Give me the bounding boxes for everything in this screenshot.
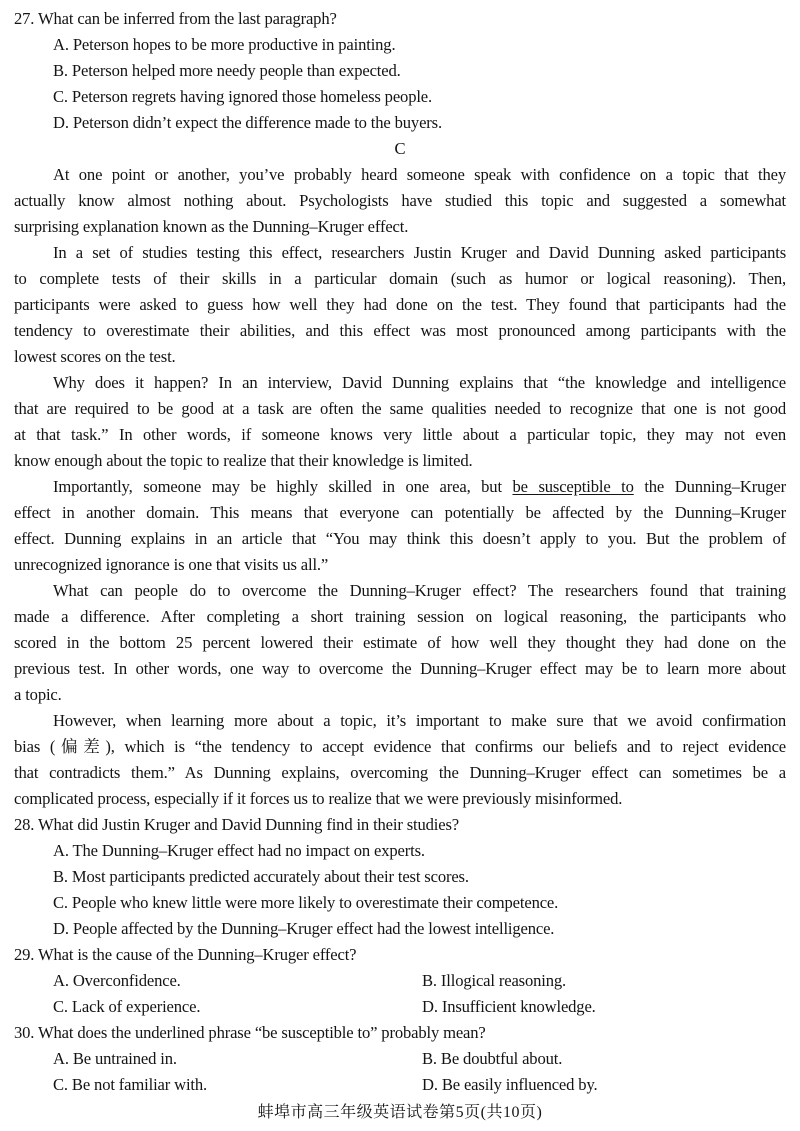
passage-line: complicated process, especially if it forces us to realize that we were previously misinformed. (14, 789, 623, 808)
underlined-phrase: be susceptible to (512, 477, 634, 496)
passage-line: However, when learning more about a topic, it’s important to make sure that we avoid confirmation (53, 711, 786, 730)
question-30-option-d: D. Be easily influenced by. (422, 1075, 598, 1094)
passage-line: unrecognized ignorance is one that visits us all.” (14, 555, 329, 574)
passage-line: At one point or another, you’ve probably heard someone speak with confidence on a topic that they (53, 165, 786, 184)
question-28-option-a: A. The Dunning–Kruger effect had no impact on experts. (53, 841, 425, 860)
passage-line: effect in another domain. This means that everyone can potentially be affected by the Dunning–Kruger (14, 503, 786, 522)
passage-line: to complete tests of their skills in a particular domain (such as humor or logical reasoning). Then, (14, 269, 786, 288)
passage-line: scored in the bottom 25 percent lowered their estimate of how well they thought they had done on the (14, 633, 786, 652)
question-30-option-a: A. Be untrained in. (53, 1049, 177, 1068)
question-27-option-d: D. Peterson didn’t expect the difference made to the buyers. (53, 113, 442, 132)
passage-line: What can people do to overcome the Dunning–Kruger effect? The researchers found that training (53, 581, 786, 600)
passage-line: surprising explanation known as the Dunning–Kruger effect. (14, 217, 409, 236)
question-29-option-d: D. Insufficient knowledge. (422, 997, 596, 1016)
question-30-stem: 30. What does the underlined phrase “be susceptible to” probably mean? (14, 1023, 486, 1042)
passage-line: at that task.” In other words, if someone knows very little about a particular topic, they may not even (14, 425, 786, 444)
question-28-option-c: C. People who knew little were more likely to overestimate their competence. (53, 893, 559, 912)
passage-text: Importantly, someone may be highly skilled in one area, but (53, 477, 513, 496)
page-footer: 蚌埠市高三年级英语试卷第5页(共10页) (257, 1104, 543, 1121)
passage-line: that are required to be good at a task are often the same qualities needed to recognize that one is not good (14, 399, 786, 418)
passage-line (53, 474, 786, 500)
question-29-option-a: A. Overconfidence. (53, 971, 181, 990)
passage-line: participants were asked to guess how well they had done on the test. They found that participants had the (14, 295, 786, 314)
passage-line: bias (偏差), which is “the tendency to accept evidence that confirms our beliefs and to reject evidence (14, 737, 786, 756)
question-27-option-b: B. Peterson helped more needy people than expected. (53, 61, 401, 80)
passage-text: the Dunning–Kruger (633, 477, 786, 496)
passage-line: know enough about the topic to realize that their knowledge is limited. (14, 451, 473, 470)
question-30-option-c: C. Be not familiar with. (53, 1075, 208, 1094)
question-28-option-b: B. Most participants predicted accurately about their test scores. (53, 867, 469, 886)
question-29-option-b: B. Illogical reasoning. (422, 971, 567, 990)
passage-line: a topic. (14, 685, 62, 704)
question-28-option-d: D. People affected by the Dunning–Kruger effect had the lowest intelligence. (53, 919, 555, 938)
section-label: C (394, 139, 406, 158)
passage-line: actually know almost nothing about. Psychologists have studied this topic and suggested a somewhat (14, 191, 786, 210)
passage-line: that contradicts them.” As Dunning explains, overcoming the Dunning–Kruger effect can sometimes be a (14, 763, 786, 782)
passage-line: tendency to overestimate their abilities, and this effect was most pronounced among participants with the (14, 321, 786, 340)
passage-line: effect. Dunning explains in an article that “You may think this doesn’t apply to you. But the problem of (14, 529, 786, 548)
passage-line: previous test. In other words, one way to overcome the Dunning–Kruger effect may be to learn more about (14, 659, 786, 678)
passage-line: Why does it happen? In an interview, David Dunning explains that “the knowledge and intelligence (53, 373, 786, 392)
question-29-option-c: C. Lack of experience. (53, 997, 201, 1016)
question-27-stem: 27. What can be inferred from the last paragraph? (14, 9, 337, 28)
passage-line: made a difference. After completing a short training session on logical reasoning, the participants who (14, 607, 786, 626)
question-29-stem: 29. What is the cause of the Dunning–Kruger effect? (14, 945, 357, 964)
question-27-option-c: C. Peterson regrets having ignored those homeless people. (53, 87, 433, 106)
passage-line: lowest scores on the test. (14, 347, 176, 366)
question-30-option-b: B. Be doubtful about. (422, 1049, 563, 1068)
passage-line: In a set of studies testing this effect, researchers Justin Kruger and David Dunning asked participants (53, 243, 786, 262)
question-28-stem: 28. What did Justin Kruger and David Dunning find in their studies? (14, 815, 459, 834)
question-27-option-a: A. Peterson hopes to be more productive in painting. (53, 35, 396, 54)
